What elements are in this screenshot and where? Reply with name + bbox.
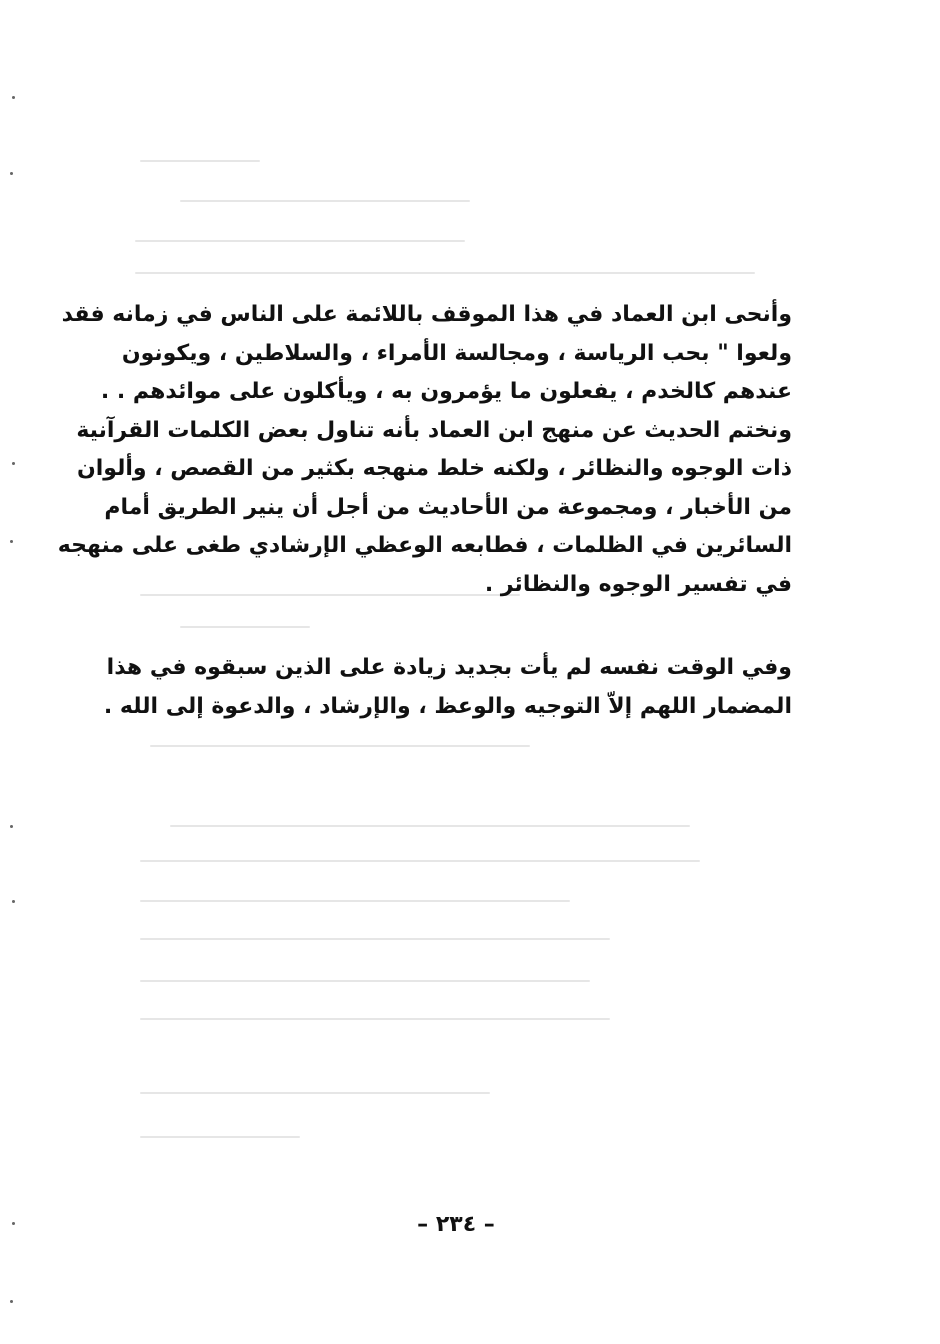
text-line: ونختم الحديث عن منهج ابن العماد بأنه تناول بعض الكلمات القرآنية <box>76 417 792 443</box>
bleed-through-mark <box>140 160 260 162</box>
text-line: وفي الوقت نفسه لم يأت بجديد زيادة على الذين سبقوه في هذا <box>106 655 792 680</box>
text-line: ذات الوجوه والنظائر ، ولكنه خلط منهجه بكثير من القصص ، وألوان <box>76 456 792 481</box>
text-line: ولعوا " بحب الرياسة ، ومجالسة الأمراء ، والسلاطين ، ويكونون <box>121 340 792 366</box>
bleed-through-mark <box>180 200 470 202</box>
bleed-through-mark <box>140 1092 490 1094</box>
bleed-through-mark <box>135 240 465 242</box>
text-line: من الأخبار ، ومجموعة من الأحاديث من أجل أن ينير الطريق أمام <box>104 494 792 520</box>
text-line: وأنحى ابن العماد في هذا الموقف باللائمة على الناس في زمانه فقد <box>61 302 792 327</box>
text-line: في تفسير الوجوه والنظائر . <box>484 571 792 597</box>
bleed-through-mark <box>140 1018 610 1020</box>
bleed-through-mark <box>150 745 530 747</box>
text-line: المضمار اللهم إلاّ التوجيه والوعظ ، والإرشاد ، والدعوة إلى الله . <box>103 693 792 719</box>
bleed-through-mark <box>140 900 570 902</box>
text-line: السائرين في الظلمات ، فطابعه الوعظي الإرشادي طغى على منهجه <box>57 533 792 558</box>
bleed-through-mark <box>135 272 755 274</box>
bleed-through-mark <box>140 980 590 982</box>
margin-speck <box>10 540 13 543</box>
margin-speck <box>12 462 15 465</box>
bleed-through-mark <box>180 626 310 628</box>
bleed-through-mark <box>170 825 690 827</box>
margin-speck <box>12 900 15 903</box>
bleed-through-mark <box>140 860 700 862</box>
text-line: عندهم كالخدم ، يفعلون ما يؤمرون به ، ويأكلون على موائدهم . . <box>100 379 792 404</box>
margin-speck <box>10 825 13 828</box>
body-paragraph <box>103 649 792 726</box>
margin-speck <box>10 172 13 175</box>
body-paragraph <box>57 296 792 604</box>
page-number: – ٢٣٤ – <box>417 1212 495 1237</box>
bleed-through-mark <box>140 938 610 940</box>
bleed-through-mark <box>140 1136 300 1138</box>
margin-speck <box>10 1300 13 1303</box>
margin-speck <box>12 96 15 99</box>
